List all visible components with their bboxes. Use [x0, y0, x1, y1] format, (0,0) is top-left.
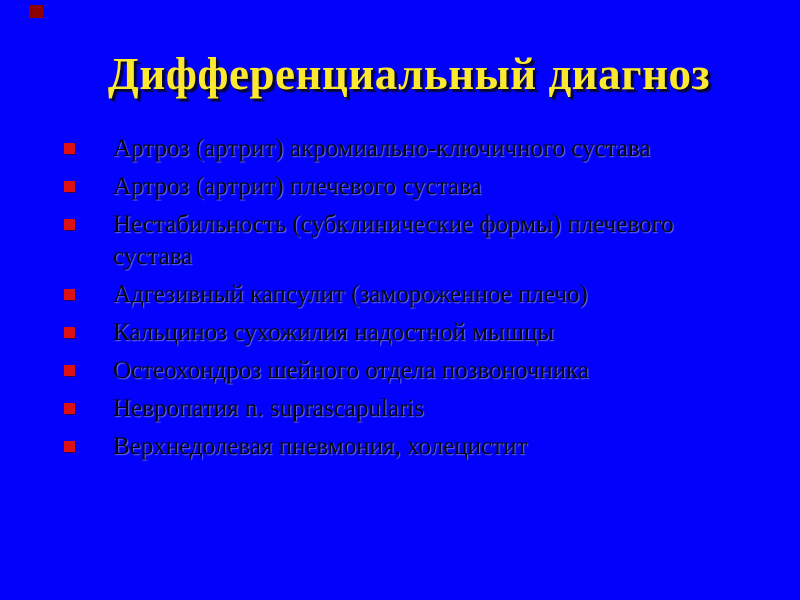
list-item — [63, 209, 718, 273]
list-item-text: Артроз (артрит) плечевого сустава — [113, 173, 482, 200]
list-item — [63, 393, 718, 425]
list-item — [63, 431, 718, 463]
bullet-square-icon — [64, 403, 75, 414]
bullet-square-icon — [64, 365, 75, 376]
diagnosis-list — [63, 133, 718, 469]
list-item — [63, 355, 718, 387]
bullet-square-icon — [64, 181, 75, 192]
list-item-text: Адгезивный капсулит (замороженное плечо) — [113, 281, 588, 308]
list-item-text: Кальциноз сухожилия надостной мышцы — [113, 319, 555, 346]
bullet-square-icon — [64, 327, 75, 338]
list-item-text: Нестабильность (субклинические формы) плечевого сустава — [113, 211, 674, 270]
bullet-square-icon — [64, 219, 75, 230]
slide-title: Дифференциальный диагноз — [107, 49, 711, 99]
corner-decoration-square — [29, 5, 43, 18]
bullet-square-icon — [64, 441, 75, 452]
list-item — [63, 171, 718, 203]
list-item — [63, 317, 718, 349]
list-item-text: Остеохондроз шейного отдела позвоночника — [113, 357, 590, 384]
list-item-text: Верхнедолевая пневмония, холецистит — [113, 433, 528, 460]
list-item — [63, 279, 718, 311]
list-item — [63, 133, 718, 165]
list-item-text: Невропатия n. suprascapularis — [113, 395, 424, 422]
list-item-text: Артроз (артрит) акромиально-ключичного сустава — [113, 135, 651, 162]
bullet-square-icon — [64, 143, 75, 154]
bullet-square-icon — [64, 289, 75, 300]
